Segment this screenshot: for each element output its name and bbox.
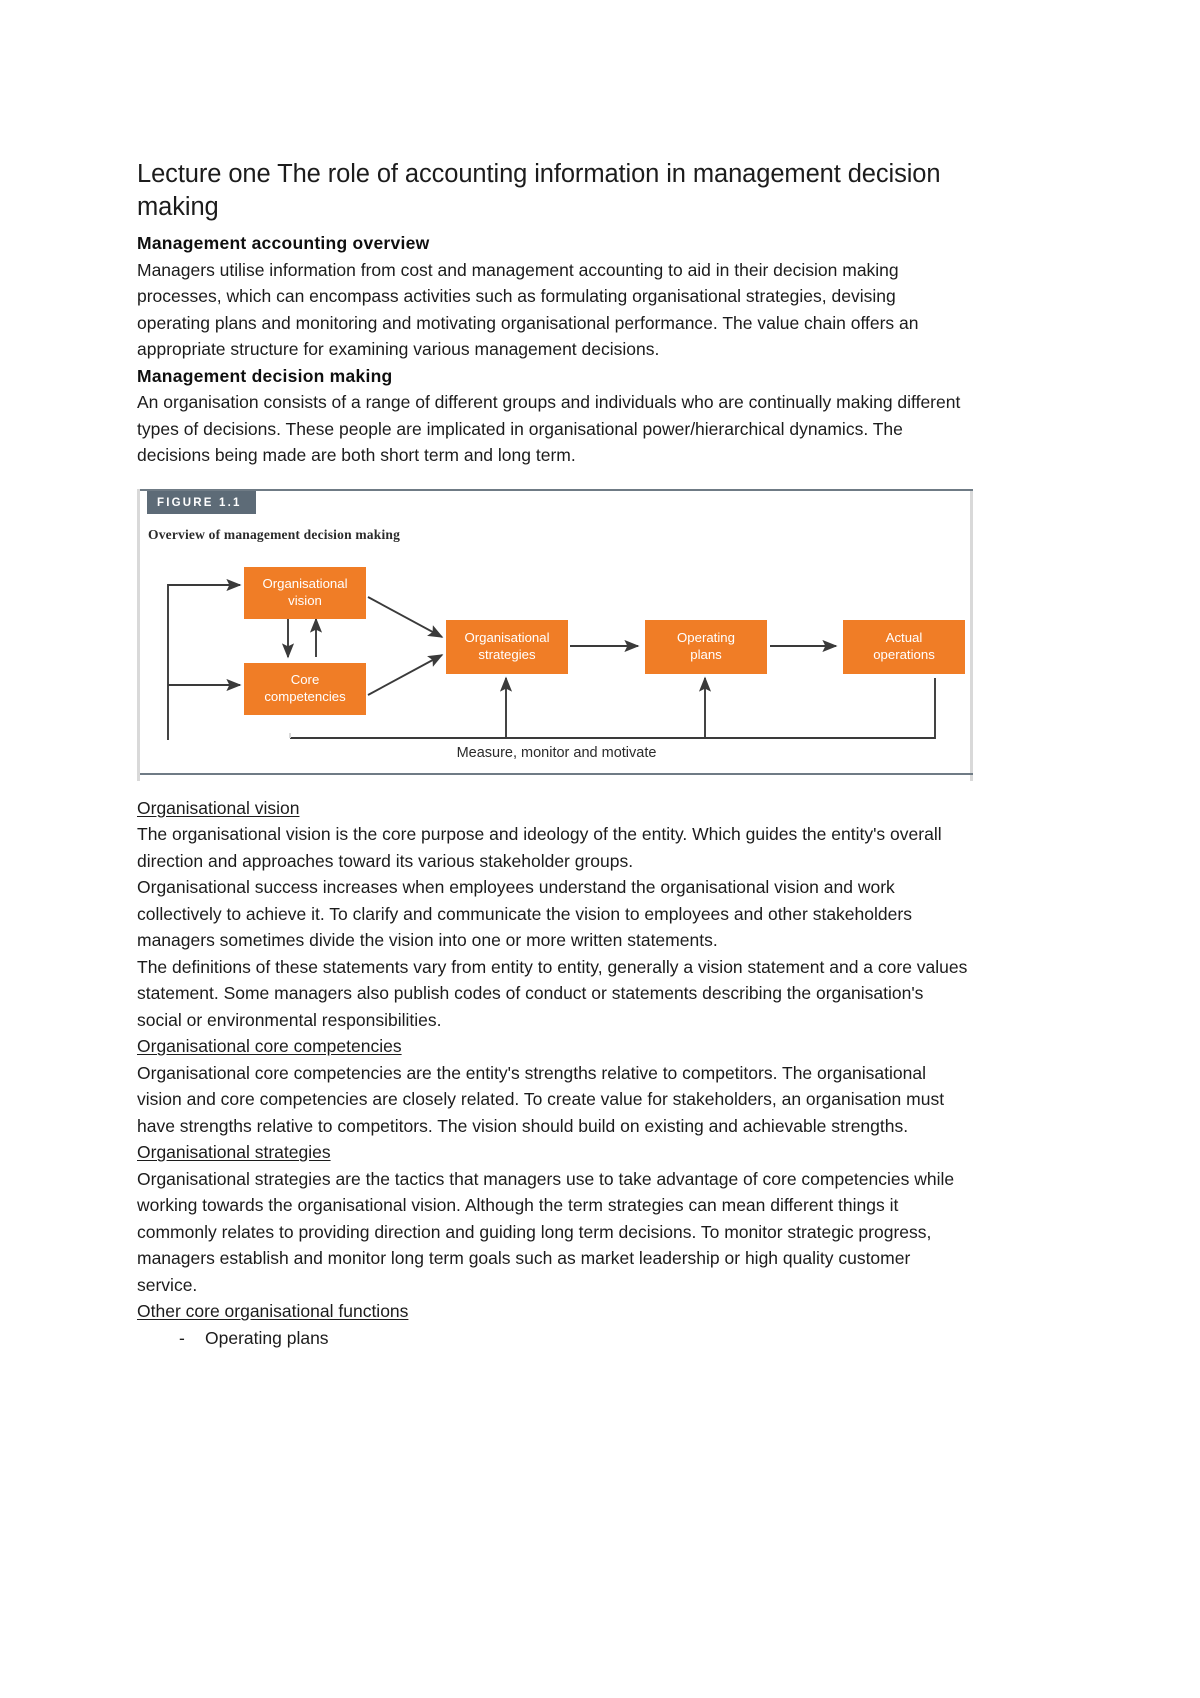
subheading-text: Organisational strategies — [137, 1142, 331, 1163]
figure-canvas — [140, 545, 973, 775]
figure-box-label-line2: strategies — [478, 646, 536, 662]
figure-feedback-label: Measure, monitor and motivate — [456, 744, 657, 761]
figure-box-organisational-vision — [244, 567, 366, 619]
figure-box-actual-operations — [843, 620, 965, 674]
subheading-text: Other core organisational functions — [137, 1301, 409, 1322]
figure-caption: Overview of management decision making — [148, 526, 401, 542]
section-body-management-accounting-overview: Managers utilise information from cost and management accounting to aid in their decision making processes, which can encompass activities such as formulating organisational strategies, devising operating plans and monitoring and motivating organisational performance. The value chain offers an appropriate structure for examining various management decisions. — [137, 259, 919, 360]
paragraph-organisational-vision-2: Organisational success increases when employees understand the organisational vision and work collectively to achieve it. To clarify and communicate the vision to employees and other stakeholders managers sometimes divide the vision into one or more written statements. — [137, 877, 912, 951]
paragraph-organisational-vision-1: The organisational vision is the core purpose and ideology of the entity. Which guides the entity's overall direction and approaches toward its various stakeholder groups. — [137, 824, 942, 871]
figure-box-label-line1: Actual — [885, 630, 923, 646]
figure-box-label-line2: operations — [873, 646, 935, 662]
subheading-text: Organisational vision — [137, 797, 300, 818]
paragraph-organisational-core-competencies-1: Organisational core competencies are the entity's strengths relative to competitors. The organisational vision and core competencies are closely related. To create value for stakeholders, an organisation must have strengths relative to competitors. The vision should build on existing and achievable strengths. — [137, 1062, 945, 1136]
subheading-organisational-core-competencies — [137, 1033, 973, 1060]
figure-number-tag: FIGURE 1.1 — [147, 491, 256, 514]
subheading-organisational-strategies — [137, 1139, 973, 1166]
page-title: Lecture one The role of accounting information in management decision making — [137, 160, 941, 222]
figure-box-label-line1: Organisational — [464, 630, 550, 646]
bullet-marker: - — [179, 1327, 185, 1348]
subheading-other-core-organisational-functions — [137, 1298, 973, 1325]
paragraph-organisational-strategies-1: Organisational strategies are the tactics that managers use to take advantage of core competencies while working towards the organisational vision. Although the term strategies can mean different things it commonly relates to providing direction and guiding long term decisions. To monitor strategic progress, managers establish and monitor long term goals such as market leadership or high quality customer service. — [137, 1168, 955, 1295]
figure-box-label-line1: Operating — [677, 630, 735, 646]
figure-box-label-line2: competencies — [264, 688, 346, 704]
subheading-text: Organisational core competencies — [137, 1036, 402, 1057]
document-content — [137, 158, 973, 1351]
list-item — [137, 1325, 973, 1352]
figure-top-rule — [140, 489, 973, 491]
section-heading-management-decision-making: Management decision making — [137, 365, 393, 386]
figure-overview-management-decision-making — [137, 489, 973, 781]
subheading-organisational-vision — [137, 795, 973, 822]
paragraph-organisational-vision-3: The definitions of these statements vary from entity to entity, generally a vision statement and a core values statement. Some managers also publish codes of conduct or statements describing the organisation's social or environmental responsibilities. — [137, 956, 968, 1030]
figure-box-label-line2: plans — [690, 646, 722, 662]
section-heading-management-accounting-overview: Management accounting overview — [137, 233, 430, 254]
figure-box-label-line1: Core — [290, 672, 320, 688]
figure-box-organisational-strategies — [446, 620, 568, 674]
bullet-label: Operating plans — [205, 1327, 329, 1348]
section-body-management-decision-making: An organisation consists of a range of different groups and individuals who are continually making different types of decisions. These people are implicated in organisational power/hierarchical dynamics. The decisions being made are both short term and long term. — [137, 392, 961, 466]
figure-box-label-line1: Organisational — [262, 576, 348, 592]
figure-box-label-line2: vision — [288, 592, 322, 608]
figure-box-core-competencies — [244, 663, 366, 715]
figure-box-operating-plans — [645, 620, 767, 674]
